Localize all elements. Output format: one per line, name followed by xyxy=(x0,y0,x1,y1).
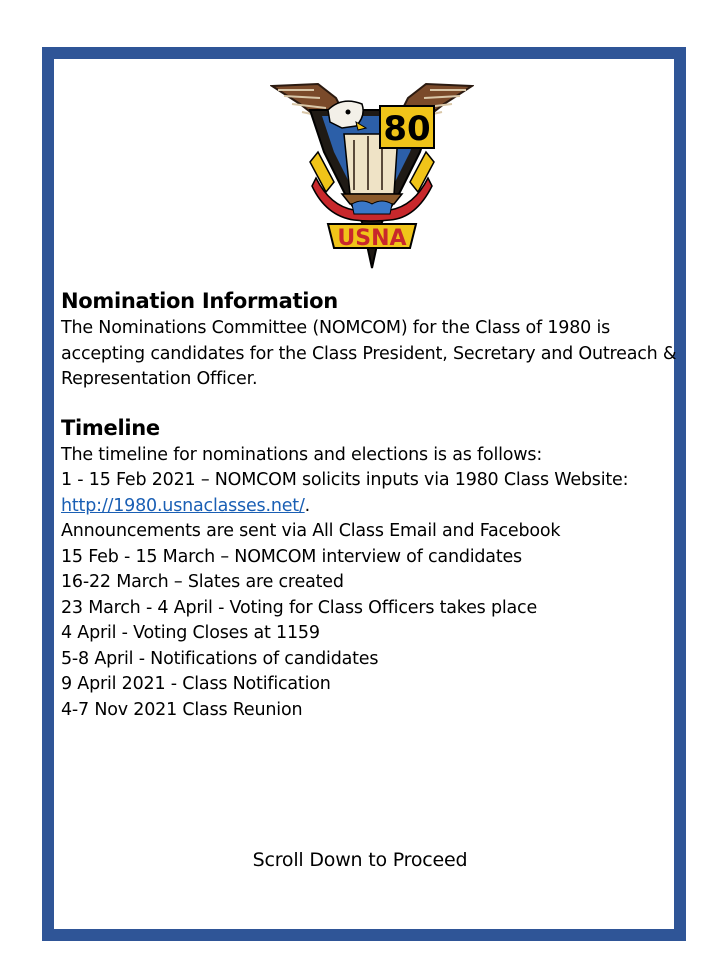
timeline-item: 23 March - 4 April - Voting for Class Officers takes place xyxy=(61,597,538,618)
nomination-body-line-1: The Nominations Committee (NOMCOM) for the Class of 1980 is xyxy=(61,318,611,338)
timeline-item: 9 April 2021 - Class Notification xyxy=(61,674,331,694)
nomination-body-line-2: accepting candidates for the Class President, Secretary and Outreach & xyxy=(61,343,677,364)
timeline-announcements: Announcements are sent via All Class Email and Facebook xyxy=(61,521,561,541)
crest-usna-plate xyxy=(328,224,416,251)
link-suffix: . xyxy=(304,495,311,516)
section-gap xyxy=(61,393,679,413)
usna-class-crest-logo xyxy=(270,82,474,272)
main-content xyxy=(61,286,679,723)
svg-text:80: 80 xyxy=(383,109,431,149)
crest-class-number xyxy=(380,106,434,149)
scroll-down-prompt: Scroll Down to Proceed xyxy=(252,849,468,871)
nomination-body-line-3: Representation Officer. xyxy=(61,369,258,389)
timeline-item: 15 Feb - 15 March – NOMCOM interview of candidates xyxy=(61,546,522,567)
nomination-heading: Nomination Information xyxy=(61,289,338,313)
timeline-item: 4-7 Nov 2021 Class Reunion xyxy=(61,699,303,720)
timeline-line-website: 1 - 15 Feb 2021 – NOMCOM solicits inputs via 1980 Class Website: xyxy=(61,470,629,490)
timeline-heading: Timeline xyxy=(61,415,160,440)
timeline-item: 5-8 April - Notifications of candidates xyxy=(61,648,379,669)
timeline-item: 16-22 March – Slates are created xyxy=(61,572,344,592)
class-website-link[interactable]: http://1980.usnaclasses.net/ xyxy=(61,495,305,516)
timeline-item: 4 April - Voting Closes at 1159 xyxy=(61,623,320,643)
svg-text:USNA: USNA xyxy=(337,226,407,251)
timeline-link-line xyxy=(61,494,679,520)
timeline-intro: The timeline for nominations and elections is as follows: xyxy=(61,444,543,465)
